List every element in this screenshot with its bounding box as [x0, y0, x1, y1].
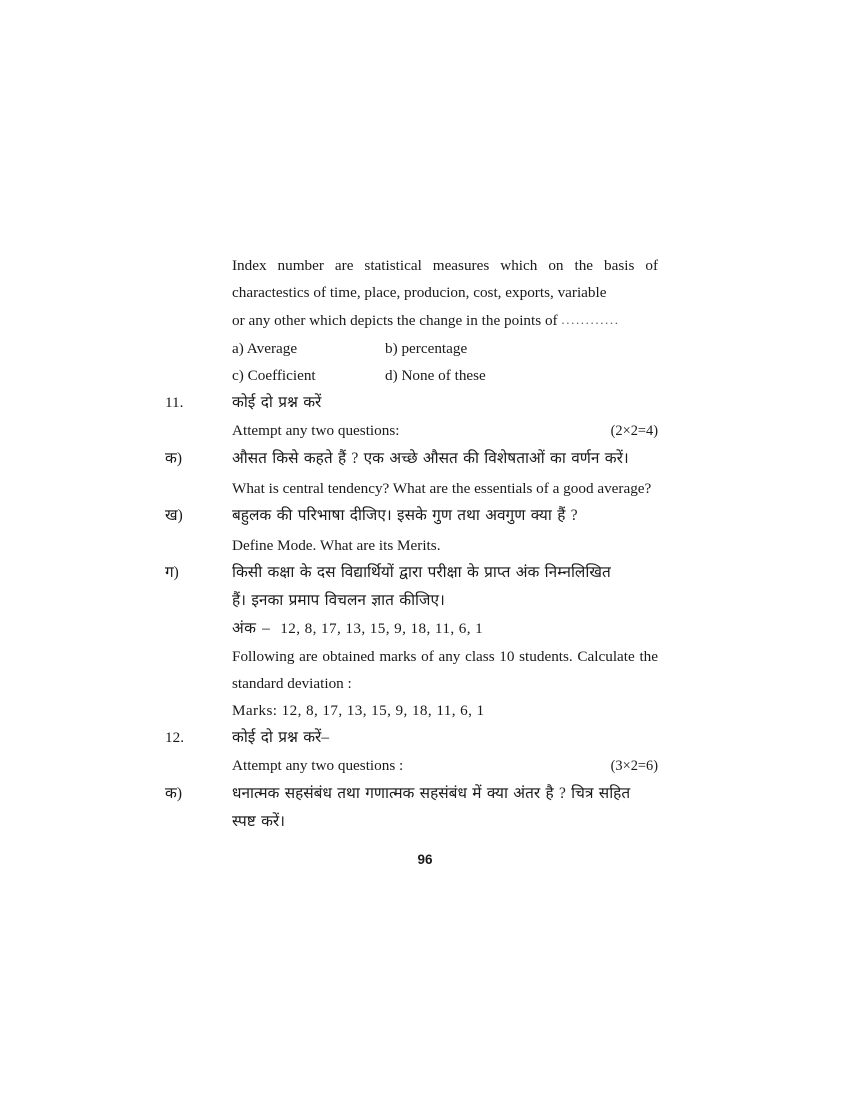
question-11-marks: (2×2=4) [610, 423, 658, 439]
question-12 [165, 724, 658, 780]
question-12-heading-hi: कोई दो प्रश्न करें– [232, 729, 330, 746]
mcq-options [232, 335, 658, 389]
mcq-option-b-key: b) [385, 340, 398, 357]
question-11-part-c-label: ग) [165, 564, 179, 581]
question-11-part-c-marks-values-en: 12, 8, 17, 13, 15, 9, 18, 11, 6, 1 [281, 702, 485, 719]
page-number: 96 [417, 852, 433, 867]
question-11-part-a [165, 445, 658, 502]
mcq-option-c-text: Coefficient [247, 367, 316, 384]
mcq-option-b-text: percentage [401, 340, 468, 357]
mcq-option-b[interactable] [385, 335, 658, 362]
question-11-part-b-body [232, 502, 658, 559]
mcq-stem-line-2: charactestics of time, place, producion, cost, exports, variable [232, 284, 607, 301]
question-11-part-c-marks-list-hi [232, 615, 658, 643]
mcq-option-a-text: Average [246, 340, 298, 357]
question-11-part-a-en: What is central tendency? What are the essentials of a good average? [232, 480, 652, 497]
mcq-option-c-key: c) [232, 367, 244, 384]
question-11-part-b-label: ख) [165, 507, 183, 524]
question-12-marks: (3×2=6) [610, 758, 658, 774]
question-11-number: 11. [165, 394, 184, 411]
question-11-part-a-body [232, 445, 658, 502]
question-11-part-a-label: क) [165, 450, 182, 467]
mcq-options-row-2 [232, 362, 658, 389]
mcq-option-d-text: None of these [401, 367, 486, 384]
question-12-part-a-label: क) [165, 785, 182, 802]
question-12-heading-en-row [232, 752, 658, 780]
question-12-heading-en: Attempt any two questions : [232, 757, 404, 774]
question-12-number: 12. [165, 729, 184, 746]
question-11-part-b-en: Define Mode. What are its Merits. [232, 537, 441, 554]
mcq-stem-line-1: Index number are statistical measures which on the basis of [232, 257, 658, 274]
question-11-heading-en: Attempt any two questions: [232, 422, 400, 439]
mcq-option-a-key: a) [232, 340, 244, 357]
question-11-part-c-marks-values-hi: 12, 8, 17, 13, 15, 9, 18, 11, 6, 1 [280, 620, 484, 637]
question-12-part-a [165, 780, 658, 836]
question-11-heading-en-row [232, 417, 658, 445]
question-11-body [232, 389, 658, 445]
question-11-part-c [165, 559, 658, 724]
question-content-column [165, 252, 658, 836]
mcq-options-row-1 [232, 335, 658, 362]
mcq-option-d[interactable] [385, 362, 658, 389]
question-12-part-a-hi-line-2: स्पष्ट करें। [232, 813, 286, 830]
question-12-part-a-body [232, 780, 658, 836]
question-11-part-c-hi-line-1: किसी कक्षा के दस विद्यार्थियों द्वारा परीक्षा के प्राप्त अंक निम्नलिखित [232, 564, 611, 581]
question-11-part-c-marks-label-hi: अंक – [232, 620, 271, 637]
question-11-part-c-marks-label-en: Marks: [232, 702, 278, 719]
question-11 [165, 389, 658, 445]
question-11-part-a-hi: औसत किसे कहते हैं ? एक अच्छे औसत की विशेषताओं का वर्णन करें। [232, 450, 629, 467]
question-12-body [232, 724, 658, 780]
mcq-stem-line-3-text: or any other which depicts the change in the points of [232, 312, 558, 329]
mcq-block [232, 252, 658, 389]
question-11-part-b-hi: बहुलक की परिभाषा दीजिए। इसके गुण तथा अवगुण क्या हैं ? [232, 507, 578, 524]
mcq-option-a[interactable] [232, 335, 385, 362]
mcq-stem-line-3 [232, 306, 658, 334]
question-11-part-c-hi-line-2: हैं। इनका प्रमाप विचलन ज्ञात कीजिए। [232, 592, 445, 609]
mcq-option-c[interactable] [232, 362, 385, 389]
mcq-option-d-key: d) [385, 367, 398, 384]
question-11-heading-hi: कोई दो प्रश्न करें [232, 394, 322, 411]
question-11-part-b [165, 502, 658, 559]
question-11-part-c-body [232, 559, 658, 724]
question-12-part-a-hi-line-1: धनात्मक सहसंबंध तथा गणात्मक सहसंबंध में क्या अंतर है ? चित्र सहित [232, 785, 631, 802]
question-11-part-c-en: Following are obtained marks of any class 10 students. Calculate the standard deviation : [232, 648, 658, 692]
mcq-stem [232, 252, 658, 334]
mcq-blank-dots: ............ [561, 312, 620, 327]
question-11-part-c-marks-list-en [232, 697, 658, 724]
